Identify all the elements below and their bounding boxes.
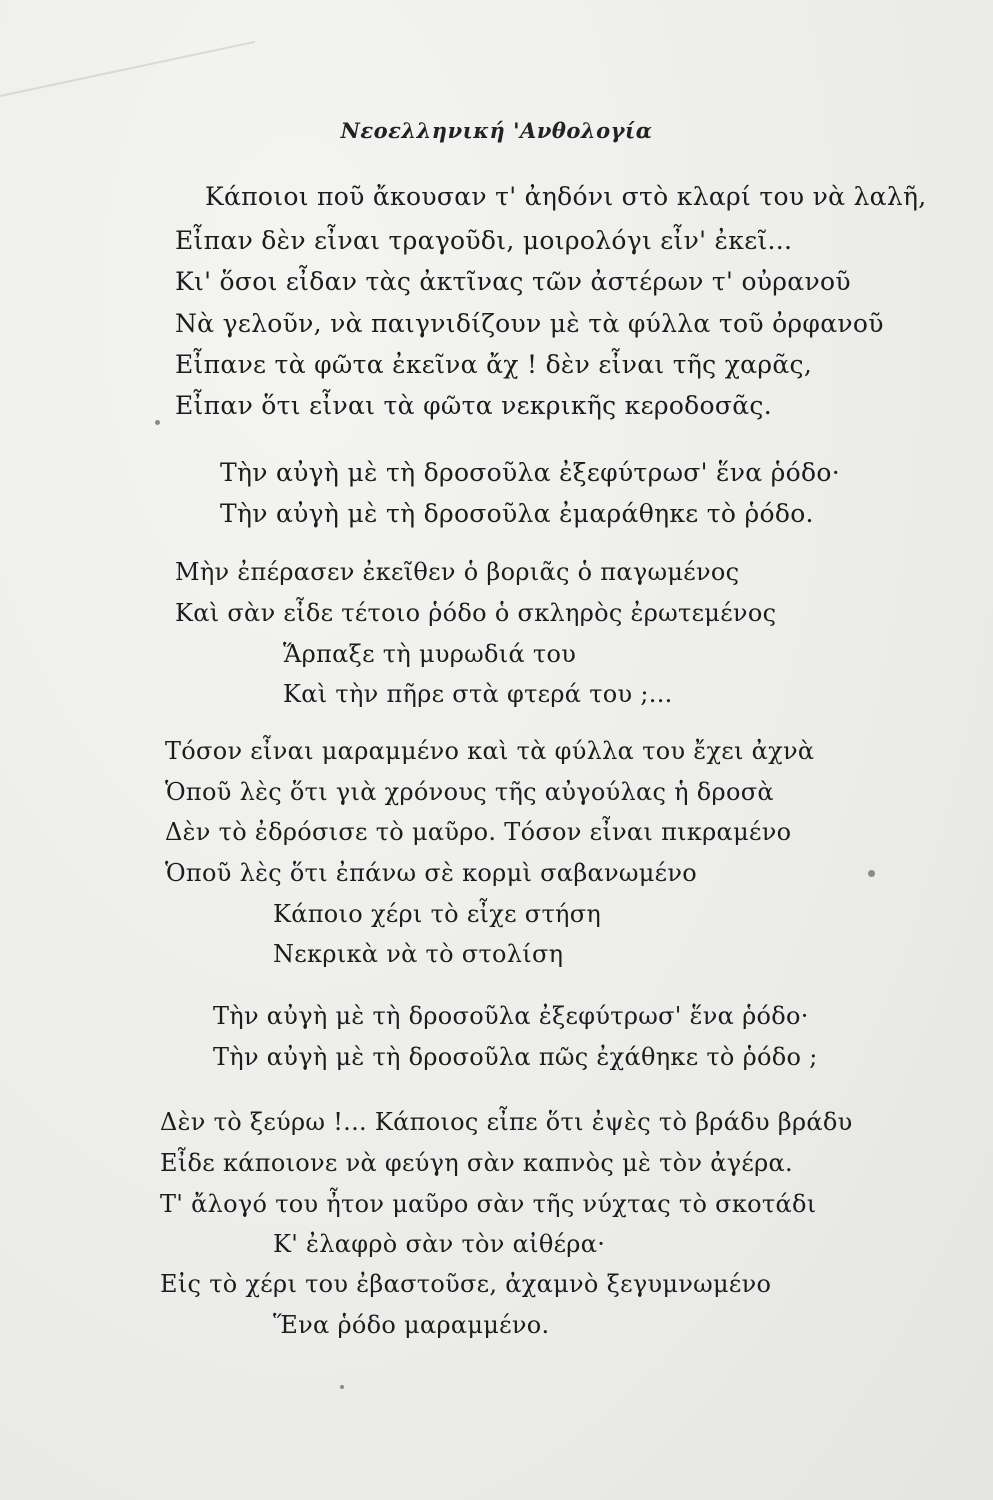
poem-line: Ἕνα ῥόδο μαραμμένο. xyxy=(273,1311,550,1339)
paper-crease xyxy=(0,41,255,97)
poem-line: Τ' ἄλογό του ἦτον μαῦρο σὰν τῆς νύχτας τὸ σκοτάδι xyxy=(160,1190,817,1218)
poem-line: Εἶδε κάποιονε νὰ φεύγη σὰν καπνὸς μὲ τὸν ἀγέρα. xyxy=(160,1149,793,1177)
poem-line: Μὴν ἐπέρασεν ἐκεῖθεν ὁ βοριᾶς ὁ παγωμένος xyxy=(175,558,740,586)
poem-line: Κάποιο χέρι τὸ εἶχε στήση xyxy=(273,900,602,928)
poem-line: Καὶ σὰν εἶδε τέτοιο ῥόδο ὁ σκληρὸς ἐρωτεμένος xyxy=(175,599,777,627)
poem-line: Τὴν αὐγὴ μὲ τὴ δροσοῦλα ἐξεφύτρωσ' ἕνα ῥόδο· xyxy=(220,458,840,487)
poem-line: Τὴν αὐγὴ μὲ τὴ δροσοῦλα ἐξεφύτρωσ' ἕνα ῥόδο· xyxy=(213,1002,809,1030)
poem-line: Ἅρπαξε τὴ μυρωδιά του xyxy=(283,640,577,668)
poem-line: Εἶπανε τὰ φῶτα ἐκεῖνα ἄχ ! δὲν εἶναι τῆς χαρᾶς, xyxy=(175,350,813,379)
poem-line: Κι' ὅσοι εἶδαν τὰς ἀκτῖνας τῶν ἀστέρων τ' οὐρανοῦ xyxy=(175,267,851,296)
poem-line: Εἶπαν ὅτι εἶναι τὰ φῶτα νεκρικῆς κεροδοσᾶς. xyxy=(175,391,772,420)
page-header: Νεοελληνική 'Ανθολογία xyxy=(340,118,653,143)
poem-line: Εἰς τὸ χέρι του ἐβαστοῦσε, ἀχαμνὸ ξεγυμνωμένο xyxy=(160,1270,772,1298)
poem-line: Ὁποῦ λὲς ὅτι γιὰ χρόνους τῆς αὐγούλας ἡ δροσὰ xyxy=(165,778,774,806)
poem-line: Νὰ γελοῦν, νὰ παιγνιδίζουν μὲ τὰ φύλλα τοῦ ὀρφανοῦ xyxy=(175,309,884,338)
poem-line: Τὴν αὐγὴ μὲ τὴ δροσοῦλα ἐμαράθηκε τὸ ῥόδο. xyxy=(220,499,814,528)
poem-line: Καὶ τὴν πῆρε στὰ φτερά του ;... xyxy=(283,680,673,708)
poem-line: Κάποιοι ποῦ ἄκουσαν τ' ἀηδόνι στὸ κλαρί του νὰ λαλῆ, xyxy=(205,182,927,211)
poem-line: Κ' ἐλαφρὸ σὰν τὸν αἰθέρα· xyxy=(273,1230,606,1258)
scan-speck xyxy=(340,1385,344,1389)
poem-line: Εἶπαν δὲν εἶναι τραγοῦδι, μοιρολόγι εἶν' ἐκεῖ... xyxy=(175,226,793,255)
poem-line: Ὁποῦ λὲς ὅτι ἐπάνω σὲ κορμὶ σαβανωμένο xyxy=(165,859,698,887)
poem-line: Δὲν τὸ ἐδρόσισε τὸ μαῦρο. Τόσον εἶναι πικραμένο xyxy=(165,818,792,846)
poem-line: Τὴν αὐγὴ μὲ τὴ δροσοῦλα πῶς ἐχάθηκε τὸ ῥόδο ; xyxy=(213,1043,818,1071)
poem-line: Τόσον εἶναι μαραμμένο καὶ τὰ φύλλα του ἔχει ἀχνὰ xyxy=(165,737,815,765)
poem-line: Νεκρικὰ νὰ τὸ στολίση xyxy=(273,940,564,968)
poem-line: Δὲν τὸ ξεύρω !... Κάποιος εἶπε ὅτι ἐψὲς τὸ βράδυ βράδυ xyxy=(160,1108,853,1136)
scan-speck xyxy=(868,870,875,877)
scan-speck xyxy=(155,420,160,425)
